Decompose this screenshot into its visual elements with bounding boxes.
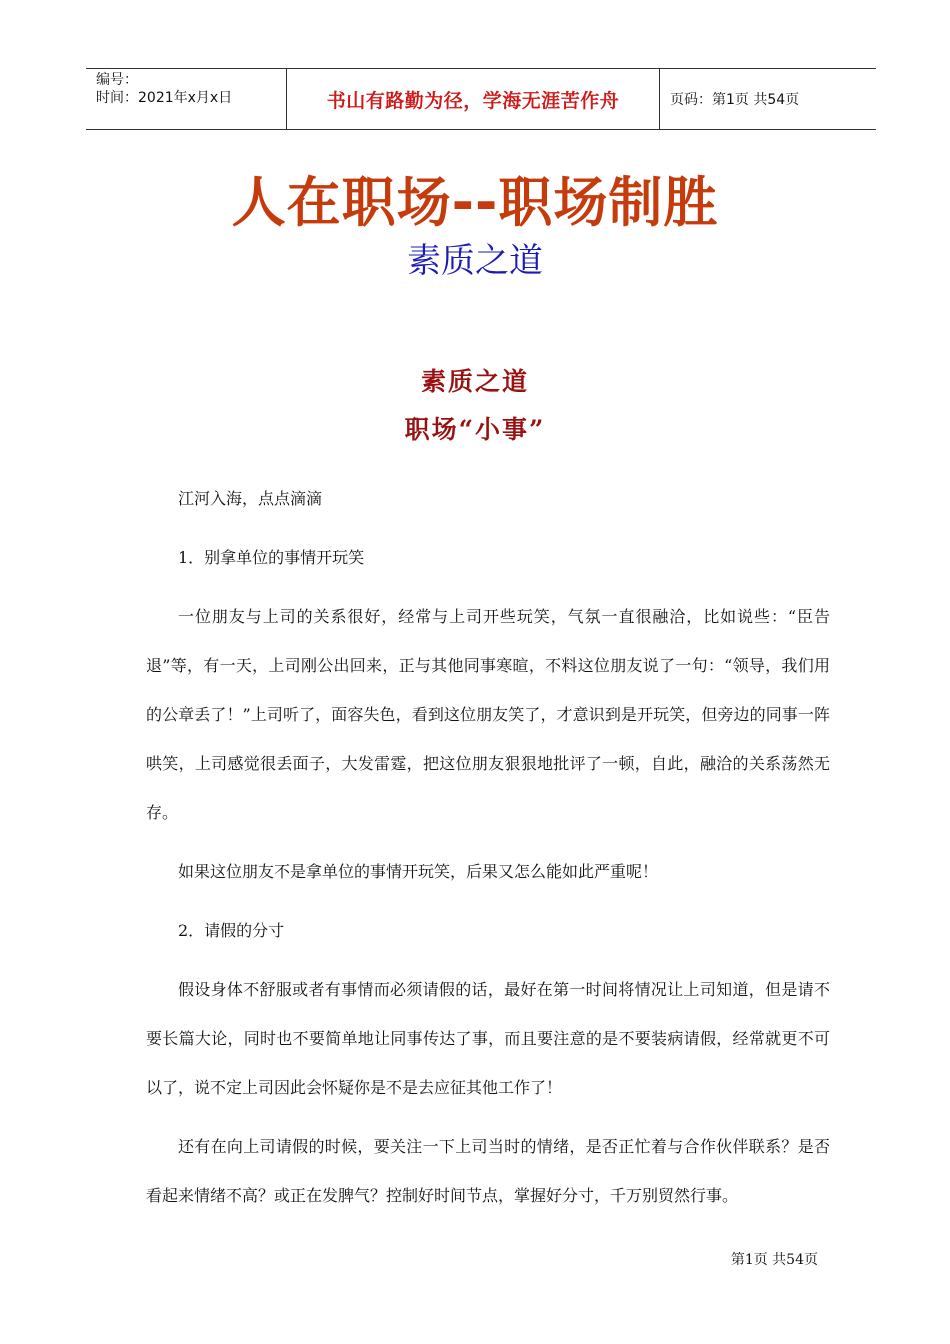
- document-subtitle: 素质之道: [407, 241, 543, 281]
- section-title: 素质之道: [420, 367, 529, 396]
- paragraph-conclusion: 如果这位朋友不是拿单位的事情开玩笑，后果又怎么能如此严重呢！: [178, 862, 659, 881]
- paragraph-heading-2: 2．请假的分寸: [178, 921, 285, 940]
- header-page-cell: [660, 69, 876, 129]
- paragraph-heading-1: 1．别拿单位的事情开玩笑: [178, 548, 365, 567]
- paragraph-intro: 江河入海，点点滴滴: [178, 489, 323, 508]
- body-text: [146, 474, 830, 1230]
- header-page-info: 页码：第1页 共54页: [670, 92, 800, 108]
- paragraph-story: 一位朋友与上司的关系很好，经常与上司开些玩笑，气氛一直很融洽，比如说些：“臣告退”等，有一天，上司刚公出回来，正与其他同事寒暄，不料这位朋友说了一句：“领导，我们用的公章丢了！”上司听了，面容失色，看到这位朋友笑了，才意识到是开玩笑，但旁边的同事一阵哄笑，上司感觉很丢面子，大发雷霆，把这位朋友狠狠地批评了一顿，自此，融洽的关系荡然无存。: [146, 607, 830, 822]
- motto-text: 书山有路勤为径，学海无涯苦作舟: [326, 89, 620, 112]
- number-label: 编号：: [96, 72, 138, 88]
- section-subtitle: 职场“小事”: [404, 415, 546, 444]
- header-table: [86, 68, 876, 130]
- header-motto-cell: [287, 69, 660, 129]
- paragraph-leave-advice: 假设身体不舒服或者有事情而必须请假的话，最好在第一时间将情况让上司知道，但是请不要长篇大论，同时也不要简单地让同事传达了事，而且要注意的是不要装病请假，经常就更不可以了，说不定上司因此会怀疑你是不是去应征其他工作了！: [146, 980, 830, 1097]
- footer-page-info: 第1页 共54页: [730, 1252, 818, 1268]
- paragraph-leave-timing: 还有在向上司请假的时候，要关注一下上司当时的情绪，是否正忙着与合作伙伴联系？是否看起来情绪不高？或正在发脾气？控制好时间节点，掌握好分寸，千万别贸然行事。: [146, 1137, 830, 1205]
- document-title: 人在职场--职场制胜: [231, 171, 719, 234]
- header-meta-cell: [86, 69, 287, 129]
- time-label: 时间：2021年x月x日: [96, 90, 233, 106]
